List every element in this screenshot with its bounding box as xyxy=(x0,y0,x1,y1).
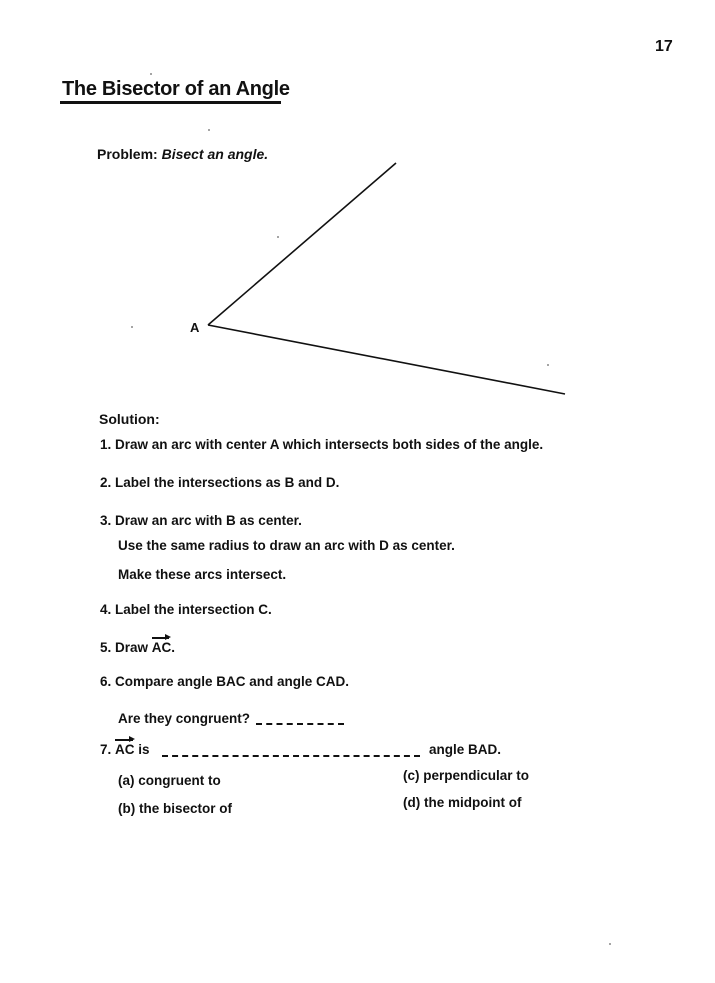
step-1: 1. Draw an arc with center A which intersects both sides of the angle. xyxy=(100,437,544,452)
vector-ac-step-5: AC xyxy=(151,640,172,655)
step-5-suffix: . xyxy=(171,640,176,655)
angle-lower-ray xyxy=(208,325,565,394)
step-7-suffix: angle BAD. xyxy=(429,742,502,757)
scan-speck xyxy=(150,73,152,75)
step-7 xyxy=(100,742,150,757)
step-3-line-2: Use the same radius to draw an arc with D as center. xyxy=(118,538,455,553)
page-number: 17 xyxy=(655,38,673,55)
step-4: 4. Label the intersection C. xyxy=(100,602,272,617)
step-7-is: is xyxy=(138,742,150,757)
problem-label: Problem: xyxy=(97,146,158,162)
vector-ac-step-7: AC xyxy=(115,742,135,757)
choice-d[interactable]: (d) the midpoint of xyxy=(403,795,522,810)
step-6-question-text: Are they congruent? xyxy=(118,711,251,726)
step-5-prefix: 5. Draw xyxy=(100,640,149,655)
step-5 xyxy=(100,640,175,655)
scan-speck xyxy=(547,364,549,366)
step-7-prefix: 7. xyxy=(100,742,112,757)
vertex-label-a: A xyxy=(190,320,200,335)
choice-a[interactable]: (a) congruent to xyxy=(118,773,221,788)
choice-b[interactable]: (b) the bisector of xyxy=(118,801,232,816)
step-6-question xyxy=(118,711,344,726)
answer-blank-step-7[interactable] xyxy=(162,755,420,757)
step-2: 2. Label the intersections as B and D. xyxy=(100,475,340,490)
step-6: 6. Compare angle BAC and angle CAD. xyxy=(100,674,350,689)
scan-speck xyxy=(277,236,279,238)
problem-text: Bisect an angle. xyxy=(161,146,269,162)
solution-heading: Solution: xyxy=(99,411,160,427)
page-title: The Bisector of an Angle xyxy=(62,78,290,100)
scan-speck xyxy=(131,326,133,328)
step-3-line-3: Make these arcs intersect. xyxy=(118,567,287,582)
answer-blank-congruent[interactable] xyxy=(256,723,344,725)
scan-speck xyxy=(609,943,611,945)
step-3-line-1: 3. Draw an arc with B as center. xyxy=(100,513,302,528)
choice-c[interactable]: (c) perpendicular to xyxy=(403,768,530,783)
angle-upper-ray xyxy=(208,163,396,325)
scan-speck xyxy=(208,129,210,131)
